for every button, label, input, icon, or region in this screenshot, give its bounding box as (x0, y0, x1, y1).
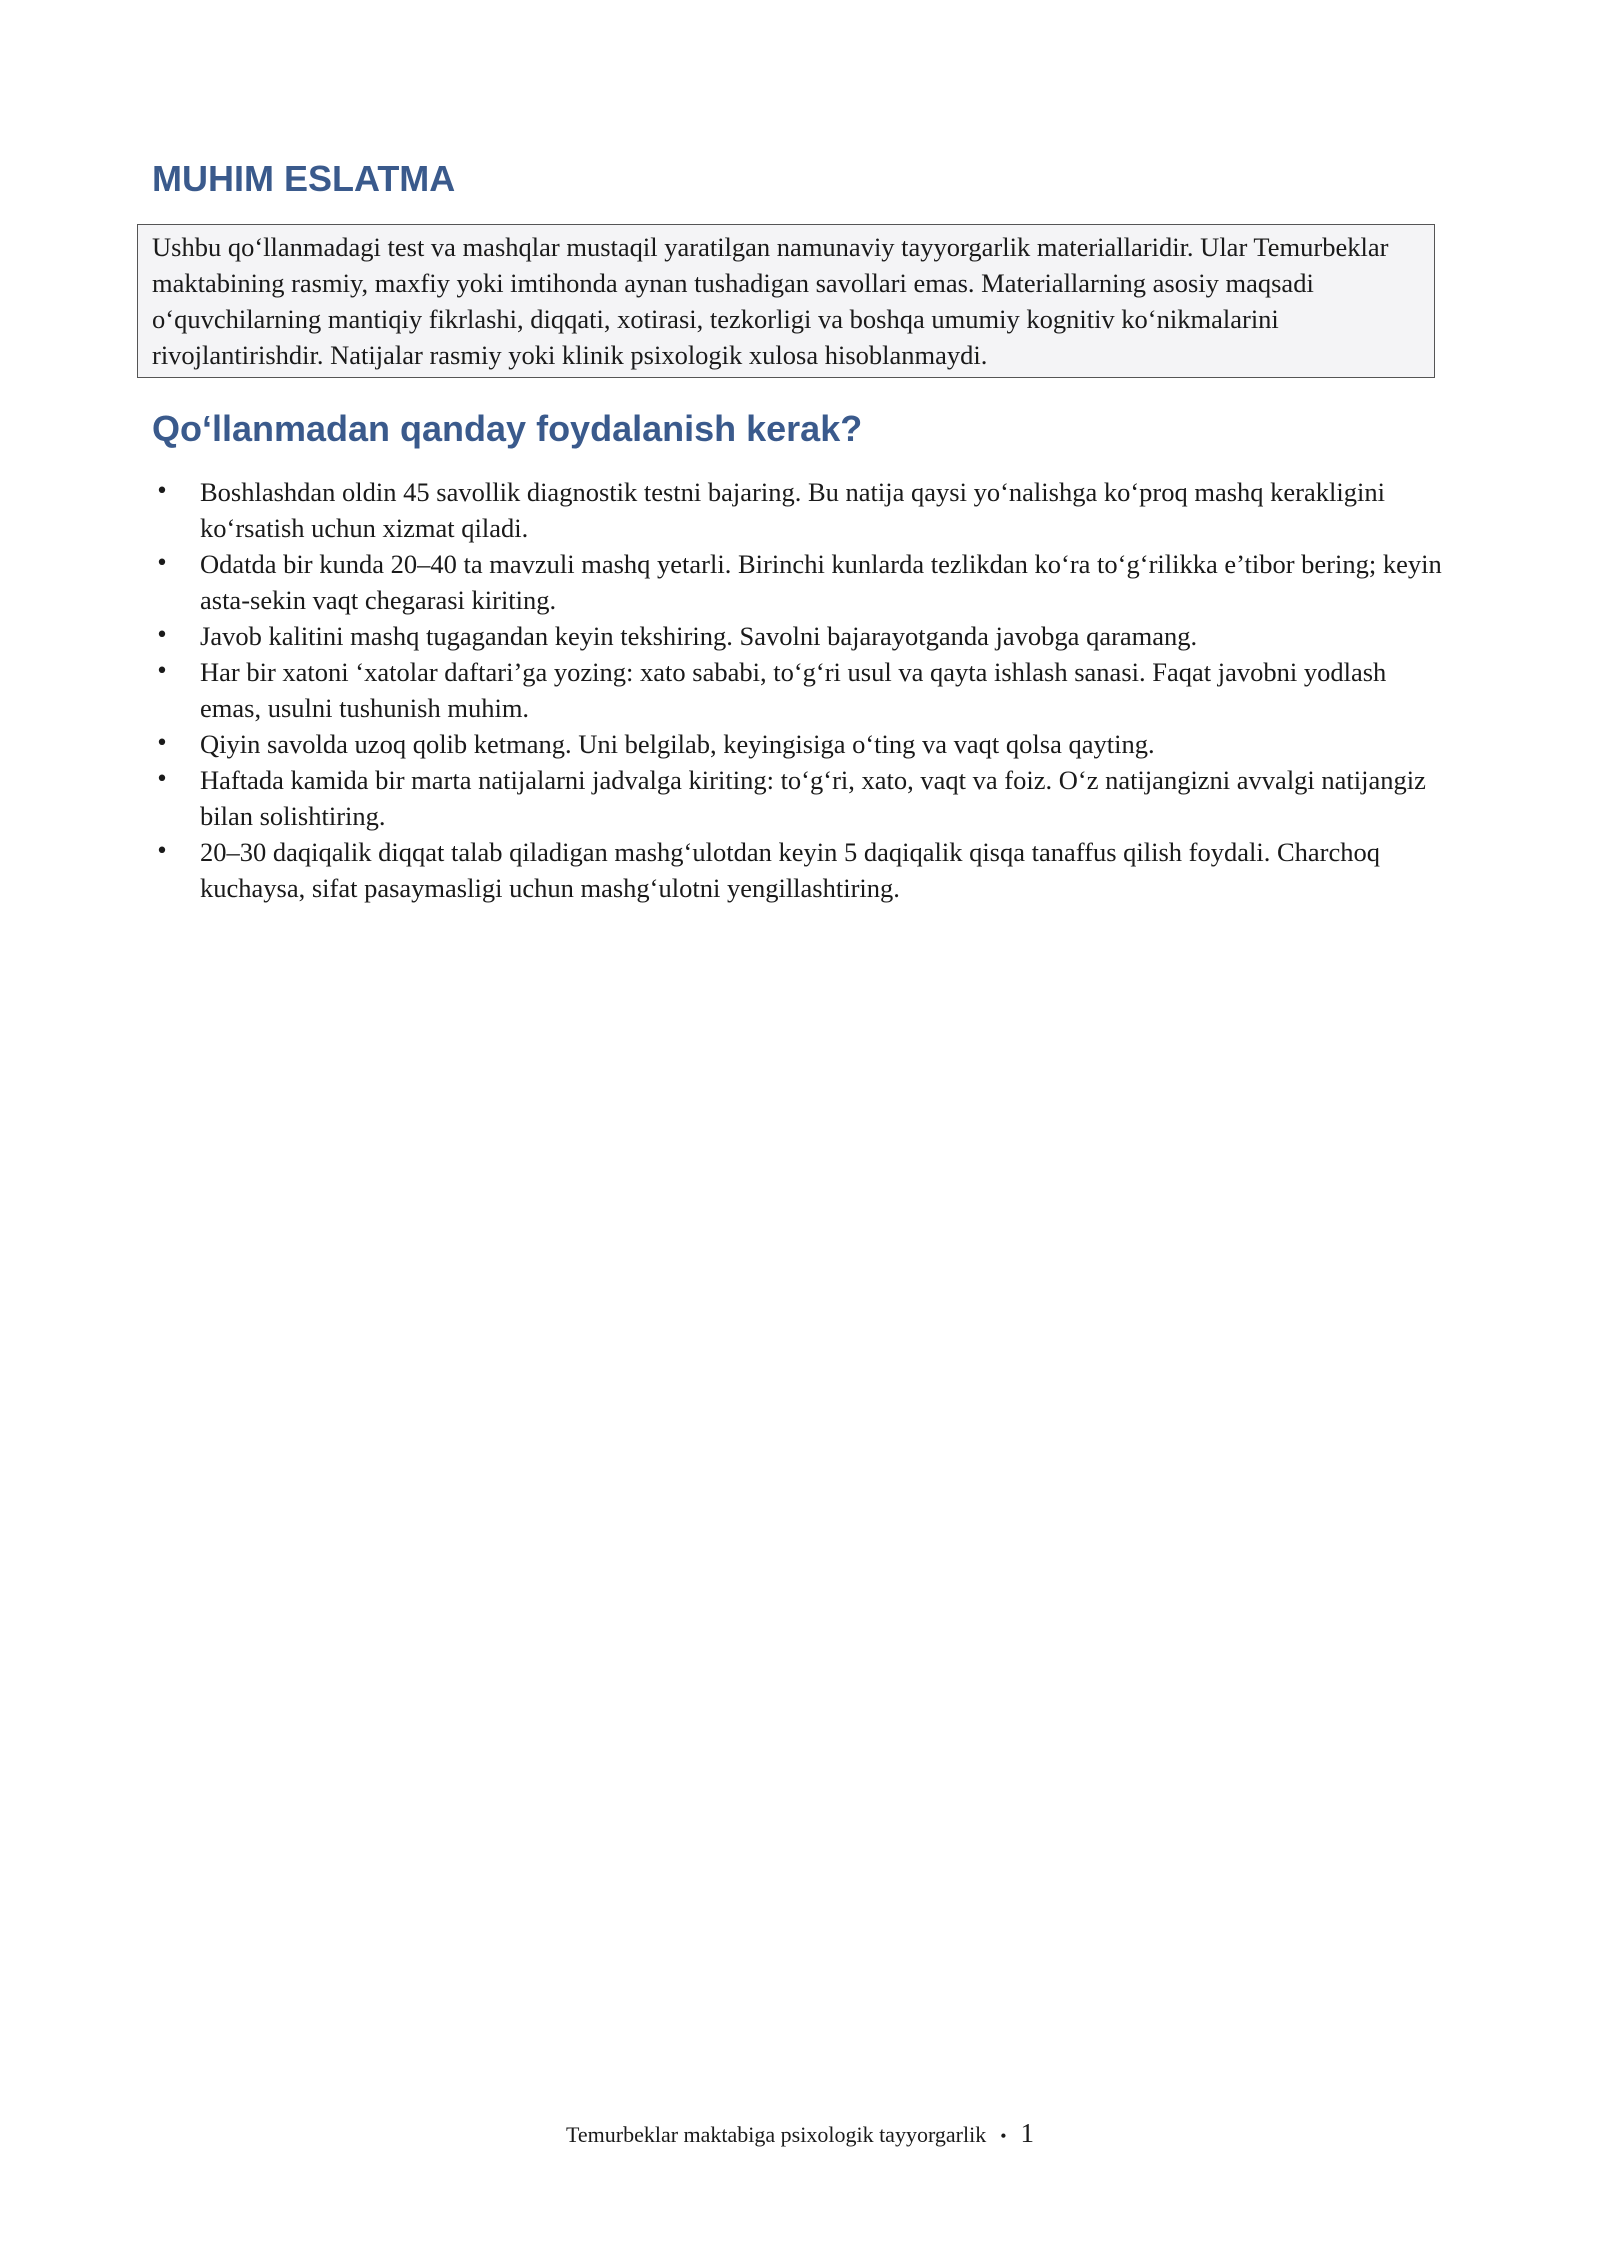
bullet-icon: • (155, 839, 169, 864)
list-item-text: Har bir xatoni ‘xatolar daftari’ga yozing: xato sababi, to‘g‘ri usul va qayta ishlash sanasi. Faqat javobni yodlash emas, usulni tushunish muhim. (200, 657, 1387, 723)
notice-box (137, 224, 1435, 378)
list-item-text: Odatda bir kunda 20–40 ta mavzuli mashq yetarli. Birinchi kunlarda tezlikdan ko‘ra to‘g‘rilikka e’tibor bering; keyin asta-sekin vaqt chegarasi kiriting. (200, 549, 1442, 615)
list-item-text: Boshlashdan oldin 45 savollik diagnostik testni bajaring. Bu natija qaysi yo‘nalishga ko‘proq mashq kerakligini ko‘rsatish uchun xizmat qiladi. (200, 477, 1385, 543)
list-item (152, 834, 1452, 906)
list-item (152, 618, 1452, 654)
bullet-icon: • (155, 731, 169, 756)
list-item (152, 546, 1452, 618)
list-item (152, 762, 1452, 834)
notice-text: Ushbu qo‘llanmadagi test va mashqlar mustaqil yaratilgan namunaviy tayyorgarlik materiallaridir. Ular Temurbeklar maktabining rasmiy, maxfiy yoki imtihonda aynan tushadigan savollari emas. Materiallarning asosiy maqsadi o‘quvchilarning mantiqiy fikrlashi, diqqati, xotirasi, tezkorligi va boshqa umumiy kognitiv ko‘nikmalarini rivojlantirishdir. Natijalar rasmiy yoki klinik psixologik xulosa hisoblanmaydi. (152, 232, 1389, 370)
list-item (152, 654, 1452, 726)
bullet-icon: • (155, 551, 169, 576)
notice-title: MUHIM ESLATMA (152, 158, 456, 199)
bullet-icon: • (155, 767, 169, 792)
list-item-text: Haftada kamida bir marta natijalarni jadvalga kiriting: to‘g‘ri, xato, vaqt va foiz. O‘z natijangizni avvalgi natijangiz bilan solishtiring. (200, 765, 1426, 831)
list-item (152, 474, 1452, 546)
bullet-icon: • (155, 479, 169, 504)
bullet-icon: • (155, 659, 169, 684)
bullet-icon: • (155, 623, 169, 648)
list-item-text: Qiyin savolda uzoq qolib ketmang. Uni belgilab, keyingisiga o‘ting va vaqt qolsa qayting. (200, 729, 1155, 759)
list-item-text: Javob kalitini mashq tugagandan keyin tekshiring. Savolni bajarayotganda javobga qaramang. (200, 621, 1198, 651)
usage-title: Qo‘llanmadan qanday foydalanish kerak? (152, 408, 863, 449)
list-item (152, 726, 1452, 762)
list-item-text: 20–30 daqiqalik diqqat talab qiladigan mashg‘ulotdan keyin 5 daqiqalik qisqa tanaffus qilish foydali. Charchoq kuchaysa, sifat pasaymasligi uchun mashg‘ulotni yengillashtiring. (200, 837, 1380, 903)
footer-separator: • (1000, 2126, 1007, 2146)
footer-title: Temurbeklar maktabiga psixologik tayyorgarlik (565, 2122, 987, 2147)
page-number: 1 (1020, 2118, 1035, 2148)
usage-bullet-list (152, 474, 1452, 906)
page-footer (0, 2118, 1600, 2151)
